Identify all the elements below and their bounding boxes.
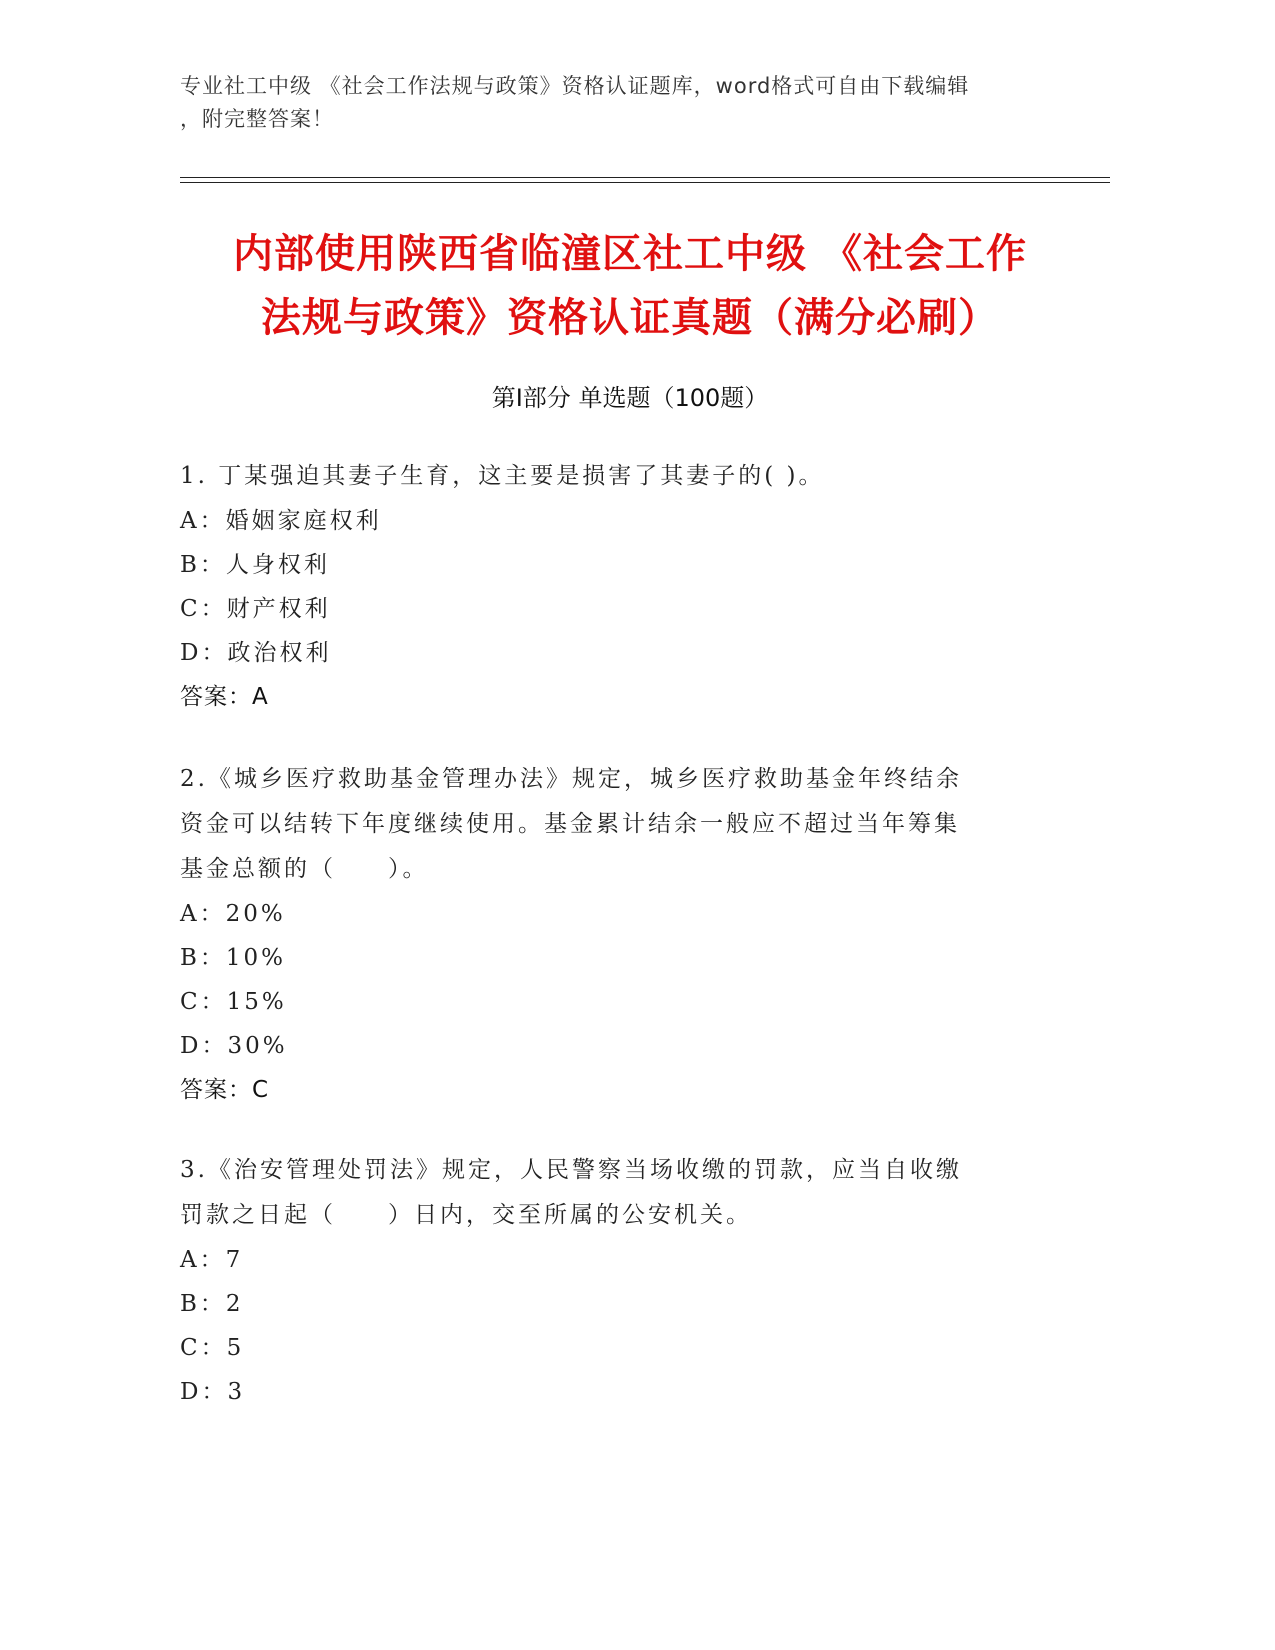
option-a: A：7 — [180, 1247, 244, 1273]
option-b: B：人身权利 — [180, 552, 330, 578]
question-stem-line-2: 资金可以结转下年度继续使用。基金累计结余一般应不超过当年筹集 — [180, 811, 960, 837]
option-d: D：政治权利 — [180, 640, 332, 666]
document-title-line-2: 法规与政策》资格认证真题（满分必刷） — [261, 295, 999, 341]
question-stem-line-2: 罚款之日起（ ）日内，交至所属的公安机关。 — [180, 1202, 752, 1228]
option-d: D：3 — [180, 1379, 246, 1405]
option-b: B：10% — [180, 945, 287, 971]
question-3 — [180, 1148, 1060, 1414]
option-b: B：2 — [180, 1291, 244, 1317]
header-note-line-1: 专业社工中级 《社会工作法规与政策》资格认证题库，word格式可自由下载编辑 — [180, 74, 970, 98]
question-stem-line-1: 3.《治安管理处罚法》规定，人民警察当场收缴的罚款，应当自收缴 — [180, 1157, 962, 1183]
header-note-line-2: ，附完整答案！ — [180, 107, 334, 131]
section-heading: 第Ⅰ部分 单选题（100题） — [491, 384, 769, 412]
option-a: A：20% — [180, 901, 286, 927]
question-stem: 1. 丁某强迫其妻子生育，这主要是损害了其妻子的( )。 — [180, 463, 825, 489]
option-a: A：婚姻家庭权利 — [180, 508, 382, 534]
answer: 答案：C — [180, 1077, 270, 1103]
question-2 — [180, 757, 1060, 1112]
question-stem-line-1: 2.《城乡医疗救助基金管理办法》规定，城乡医疗救助基金年终结余 — [180, 766, 962, 792]
option-c: C：15% — [180, 989, 287, 1015]
header-note — [180, 70, 1060, 136]
document-title-line-1: 内部使用陕西省临潼区社工中级 《社会工作 — [233, 231, 1027, 277]
document-title — [180, 222, 1080, 350]
option-c: C：财产权利 — [180, 596, 331, 622]
option-c: C：5 — [180, 1335, 245, 1361]
option-d: D：30% — [180, 1033, 288, 1059]
answer: 答案：A — [180, 684, 269, 710]
question-1 — [180, 454, 1060, 719]
question-stem-line-3: 基金总额的（ ）。 — [180, 856, 429, 882]
header-rule-top — [180, 177, 1110, 178]
header-rule-bottom — [180, 182, 1110, 183]
